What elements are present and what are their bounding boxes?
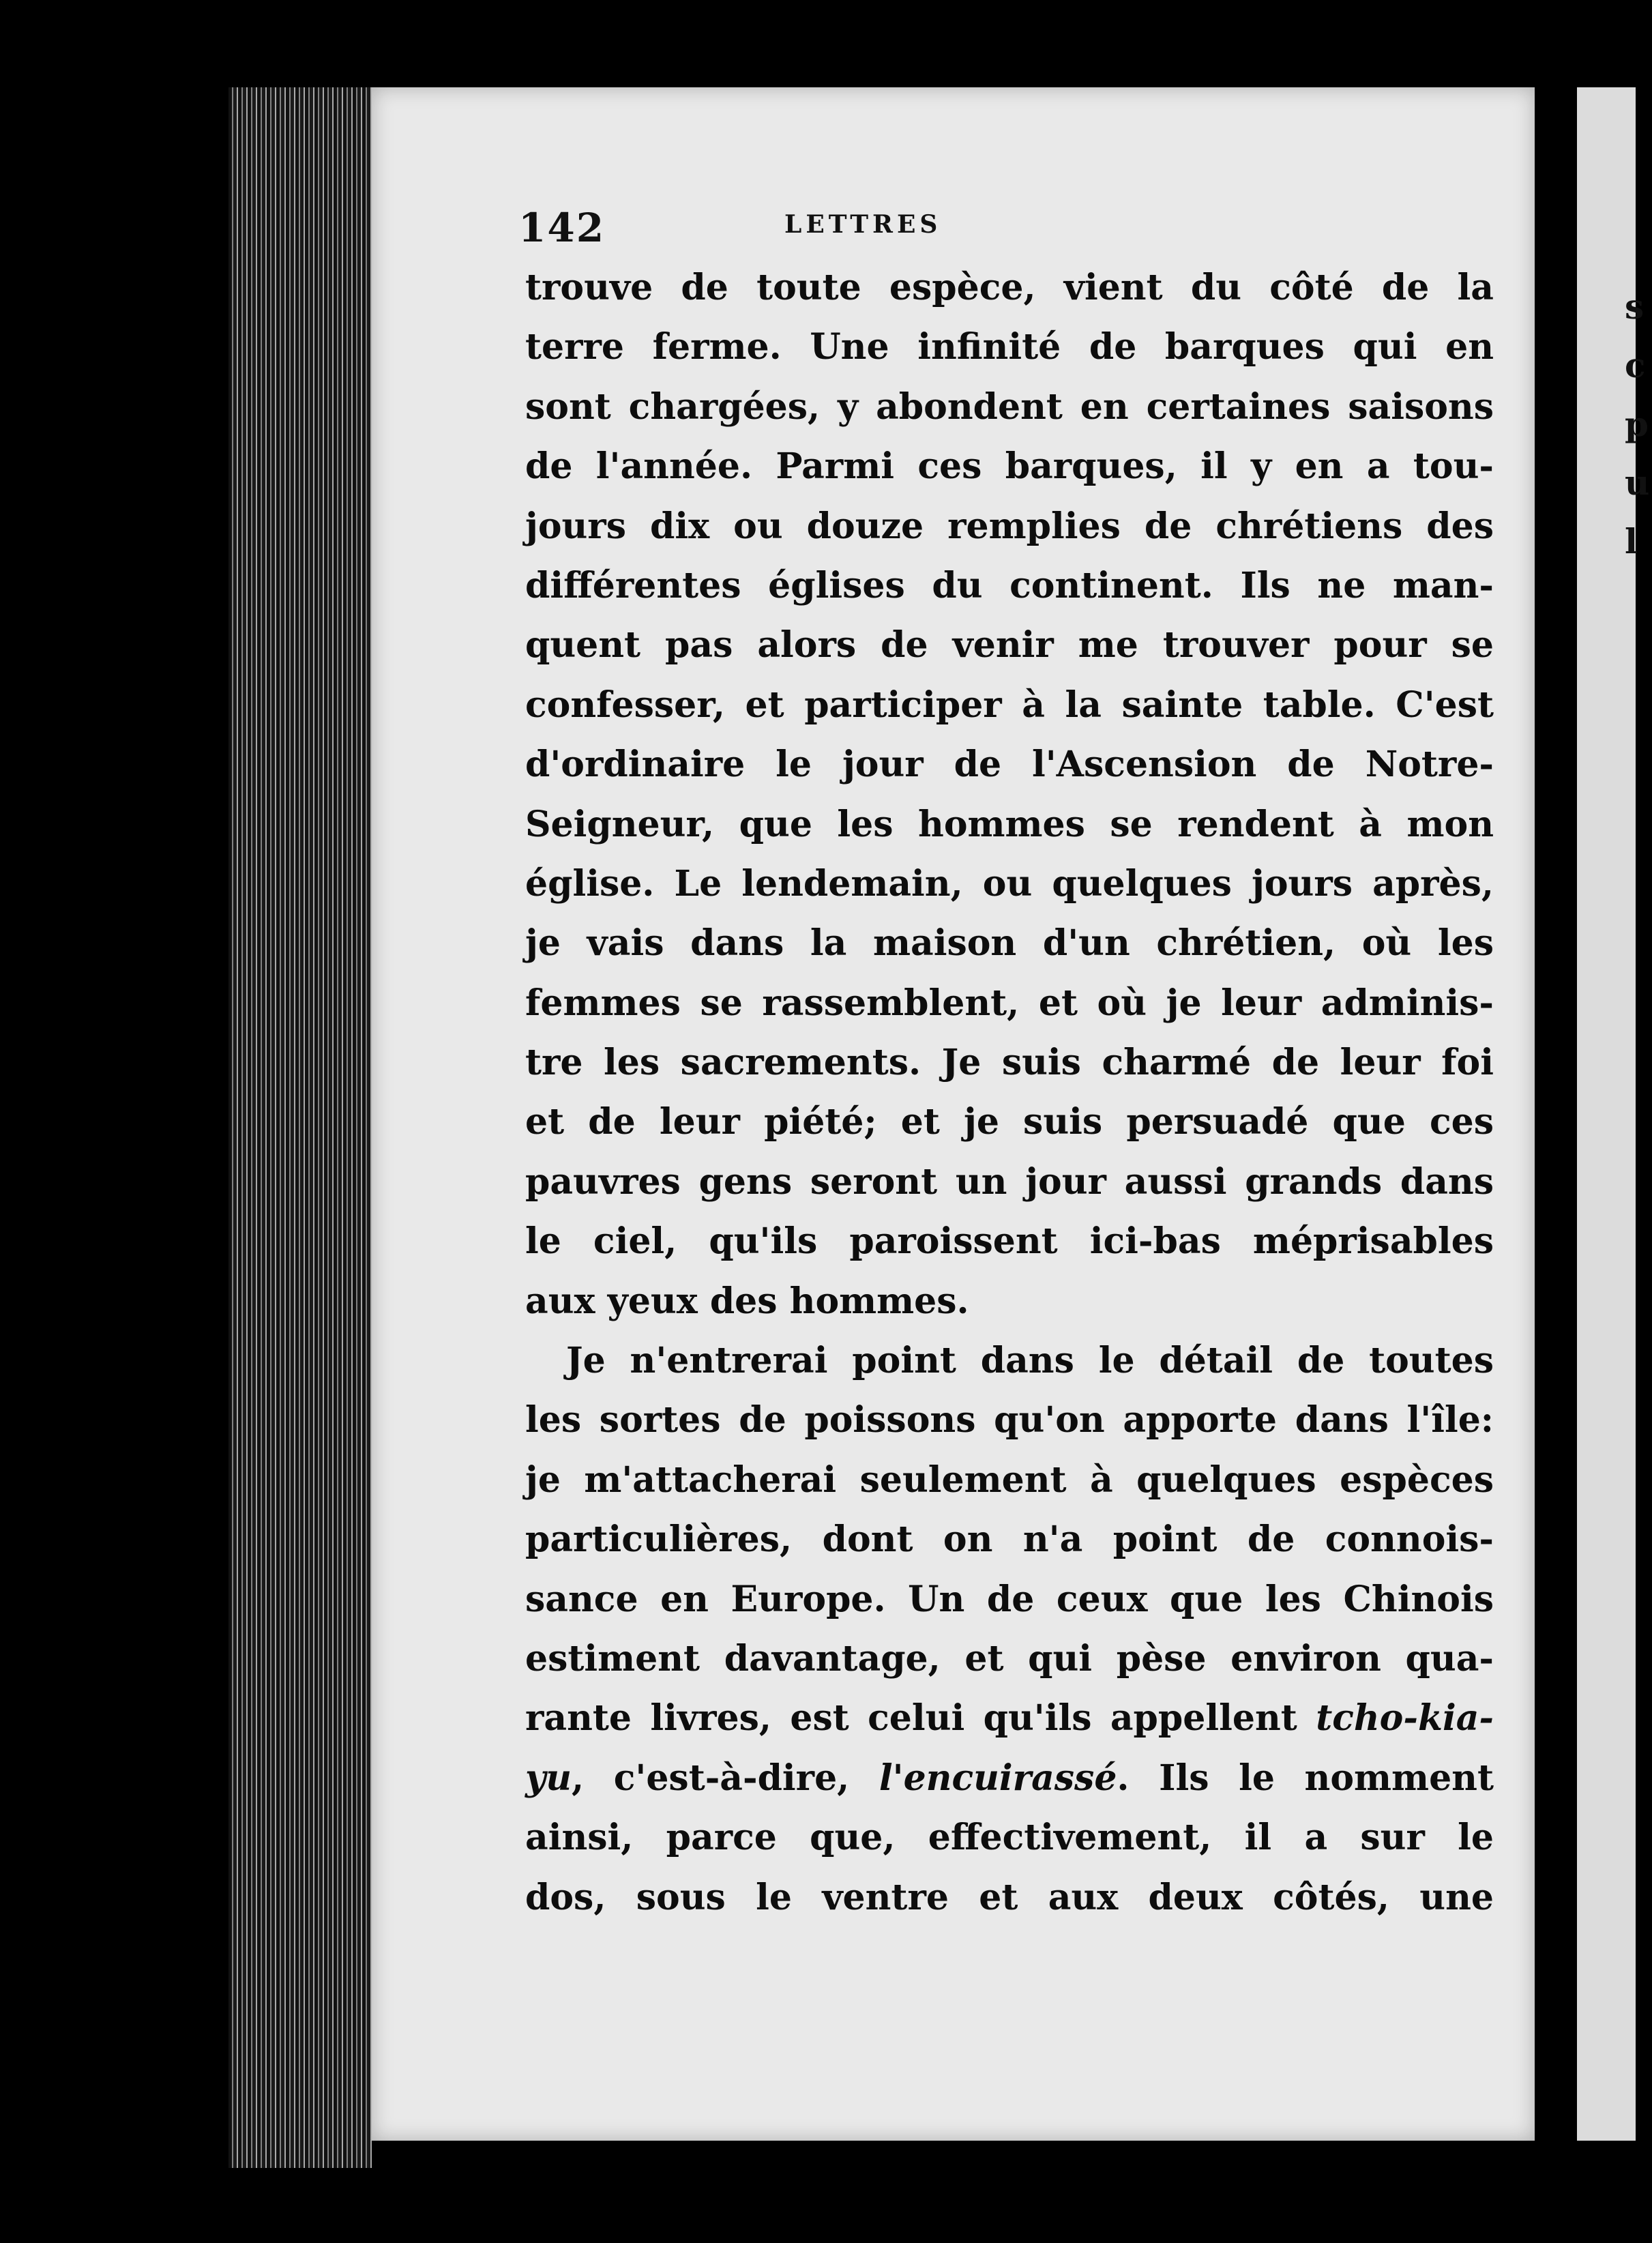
text-line: particulières, dont on n'a point de connois- [525, 1519, 1494, 1561]
facing-page-fragment: s [1625, 287, 1644, 327]
italic-term: yu [525, 1757, 572, 1799]
page-number: 142 [518, 205, 606, 251]
facing-page-edge [1577, 87, 1650, 2141]
facing-page-fragment: c [1625, 345, 1646, 385]
body-text [525, 258, 1494, 1927]
facing-page-fragment: l [1625, 521, 1638, 561]
page-header [518, 205, 1473, 252]
text-line: pauvres gens seront un jour aussi grands dans [525, 1160, 1494, 1203]
running-title: LETTRES [784, 210, 942, 239]
text-line: confesser, et participer à la sainte table. C'est [525, 684, 1494, 726]
text-line: de l'année. Parmi ces barques, il y en a tou- [525, 445, 1494, 488]
text-line: sance en Europe. Un de ceux que les Chinois [525, 1578, 1494, 1620]
text-line: estiment davantage, et qui pèse environ qua- [525, 1637, 1494, 1680]
text-line: les sortes de poissons qu'on apporte dans l'île: [525, 1399, 1494, 1441]
facing-page-fragment: u [1625, 463, 1650, 503]
text-line: dos, sous le ventre et aux deux côtés, une [525, 1876, 1494, 1918]
text-span: . Ils le nomment [1117, 1757, 1494, 1799]
text-line: je m'attacherai seulement à quelques espèces [525, 1458, 1494, 1501]
text-span: , c'est-à-dire, [572, 1757, 879, 1799]
text-line: je vais dans la maison d'un chrétien, où les [525, 922, 1494, 965]
text-line: église. Le lendemain, ou quelques jours après, [525, 862, 1494, 905]
italic-term: tcho-kia- [1316, 1697, 1494, 1740]
text-line-with-italic [525, 1748, 1494, 1808]
text-line: quent pas alors de venir me trouver pour se [525, 624, 1494, 666]
paragraph-start-line: Je n'entrerai point dans le détail de toutes [566, 1340, 1494, 1382]
text-line: le ciel, qu'ils paroissent ici-bas méprisables [525, 1220, 1494, 1263]
text-line: et de leur piété; et je suis persuadé que ces [525, 1101, 1494, 1143]
text-line: terre ferme. Une infinité de barques qui en [525, 326, 1494, 368]
text-line: femmes se rassemblent, et où je leur adminis- [525, 982, 1494, 1024]
text-line: sont chargées, y abondent en certaines saisons [525, 385, 1494, 428]
text-line: trouve de toute espèce, vient du côté de la [525, 267, 1494, 308]
facing-page-fragment: p [1625, 404, 1649, 444]
text-line: d'ordinaire le jour de l'Ascension de Notre- [525, 744, 1494, 786]
facing-page-text-fragments [1625, 285, 1652, 578]
text-span: rante livres, est celui qu'ils appellent [525, 1697, 1316, 1740]
text-line: tre les sacrements. Je suis charmé de leur foi [525, 1042, 1494, 1084]
italic-term: l'encuirassé [879, 1757, 1117, 1799]
book-page-edges [228, 87, 372, 2168]
text-line-with-italic [525, 1688, 1494, 1748]
text-line: différentes églises du continent. Ils ne man- [525, 564, 1494, 606]
paragraph-end-line: aux yeux des hommes. [525, 1280, 969, 1322]
text-line: jours dix ou douze remplies de chrétiens des [525, 505, 1494, 547]
text-line: Seigneur, que les hommes se rendent à mon [525, 803, 1494, 845]
text-line: ainsi, parce que, effectivement, il a sur le [525, 1817, 1494, 1859]
